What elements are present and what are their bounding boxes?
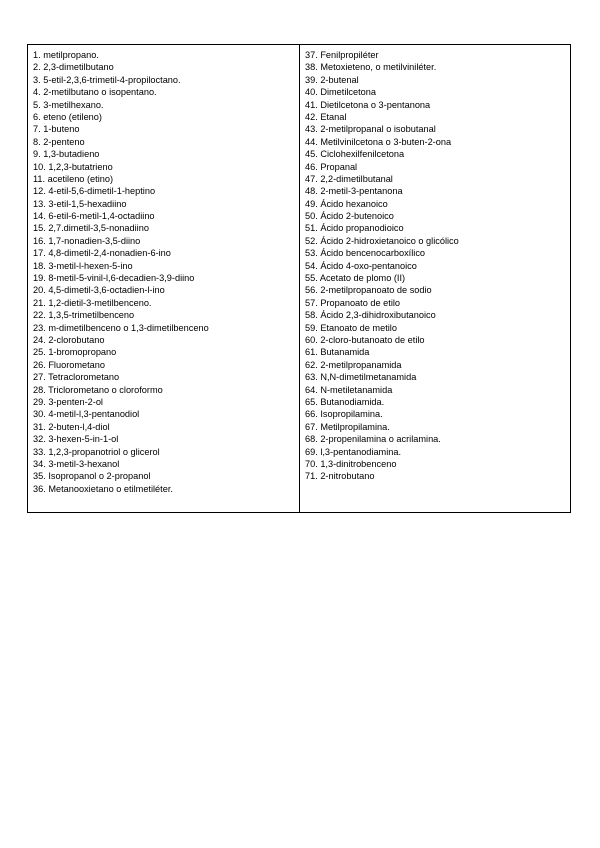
answer-item: 40. Dimetilcetona [305, 87, 376, 98]
answer-item: 41. Dietilcetona o 3-pentanona [305, 99, 431, 110]
answer-item: 44. Metilvinilcetona o 3-buten-2-ona [305, 136, 452, 147]
answer-item: 9. 1,3-butadieno [33, 149, 100, 160]
answers-table [27, 44, 571, 513]
answer-item: 48. 2-metil-3-pentanona [305, 186, 403, 197]
answer-item: 17. 4,8-dimetil-2,4-nonadien-6-ino [33, 248, 171, 259]
answer-item: 11. acetileno (etino) [33, 173, 114, 184]
answer-item: 59. Etanoato de metilo [305, 322, 397, 333]
answer-item: 30. 4-metil-l,3-pentanodiol [33, 409, 140, 420]
answer-item: 37. Fenilpropiléter [305, 50, 379, 60]
answer-item: 63. N,N-dimetilmetanamida [305, 372, 417, 383]
answer-item: 8. 2-penteno [33, 136, 85, 147]
answer-item: 15. 2,7.dimetil-3,5-nonadiino [33, 223, 149, 234]
answer-item: 31. 2-buten-l,4-diol [33, 421, 110, 432]
answer-item: 54. Ácido 4-oxo-pentanoico [305, 260, 417, 271]
answer-item: 71. 2-nitrobutano [305, 471, 375, 482]
answer-item: 55. Acetato de plomo (II) [305, 273, 406, 284]
answer-item: 62. 2-metilpropanamida [305, 359, 402, 370]
answer-item: 13. 3-etil-1,5-hexadiino [33, 198, 127, 209]
answer-item: 16. 1,7-nonadien-3,5-diino [33, 235, 141, 246]
answer-item: 34. 3-metil-3-hexanol [33, 458, 120, 469]
answers-left-column [28, 45, 300, 512]
answer-item: 58. Ácido 2,3-dihidroxibutanoico [305, 310, 436, 321]
answer-item: 56. 2-metilpropanoato de sodio [305, 285, 432, 296]
answer-item: 4. 2-metilbutano o isopentano. [33, 87, 157, 98]
answer-item: 50. Ácido 2-butenoico [305, 211, 394, 222]
answer-item: 70. 1,3-dinitrobenceno [305, 458, 397, 469]
answer-item: 2. 2,3-dimetilbutano [33, 62, 114, 73]
answer-item: 53. Ácido bencenocarboxílico [305, 248, 426, 259]
answer-item: 38. Metoxieteno, o metilviniléter. [305, 62, 437, 73]
answer-item: 43. 2-metilpropanal o isobutanal [305, 124, 436, 135]
answer-item: 66. Isopropilamina. [305, 409, 383, 420]
answer-item: 3. 5-etil-2,3,6-trimetil-4-propiloctano. [33, 74, 181, 85]
answer-item: 46. Propanal [305, 161, 358, 172]
answers-right-column [300, 45, 570, 512]
answer-item: 35. Isopropanol o 2-propanol [33, 471, 151, 482]
answer-item: 33. 1,2,3-propanotriol o glicerol [33, 446, 160, 457]
answer-item: 27. Tetraclorometano [33, 372, 120, 383]
answer-item: 25. 1-bromopropano [33, 347, 117, 358]
answer-item: 32. 3-hexen-5-in-1-ol [33, 434, 119, 445]
answer-item: 28. Triclorometano o cloroformo [33, 384, 163, 395]
answer-item: 69. l,3-pentanodiamina. [305, 446, 402, 457]
answer-item: 42. Etanal [305, 111, 347, 122]
answer-item: 60. 2-cloro-butanoato de etilo [305, 334, 425, 345]
answer-item: 68. 2-propenilamina o acrilamina. [305, 434, 441, 445]
answer-item: 18. 3-metil-l-hexen-5-ino [33, 260, 133, 271]
answer-item: 36. Metanooxietano o etilmetiléter. [33, 483, 173, 494]
answer-item: 6. eteno (etileno) [33, 111, 102, 122]
answer-item: 5. 3-metilhexano. [33, 99, 104, 110]
answer-item: 21. 1,2-dietil-3-metilbenceno. [33, 297, 152, 308]
answer-item: 67. Metilpropilamina. [305, 421, 390, 432]
answer-item: 61. Butanamida [305, 347, 370, 358]
answer-item: 52. Ácido 2-hidroxietanoico o glicólico [305, 235, 459, 246]
answer-item: 64. N-metiletanamida [305, 384, 393, 395]
answer-item: 47. 2,2-dimetilbutanal [305, 173, 393, 184]
answer-item: 20. 4,5-dimetil-3,6-octadien-l-ino [33, 285, 165, 296]
answer-item: 29. 3-penten-2-ol [33, 396, 103, 407]
answer-item: 12. 4-etil-5,6-dimetil-1-heptino [33, 186, 156, 197]
answer-item: 7. 1-buteno [33, 124, 80, 135]
answer-item: 23. m-dimetilbenceno o 1,3-dimetilbenceno [33, 322, 209, 333]
answer-item: 65. Butanodiamida. [305, 396, 385, 407]
answer-item: 26. Fluorometano [33, 359, 106, 370]
answer-item: 49. Ácido hexanoico [305, 198, 388, 209]
answer-item: 57. Propanoato de etilo [305, 297, 401, 308]
answer-item: 51. Ácido propanodioico [305, 223, 404, 234]
answer-item: 39. 2-butenal [305, 74, 359, 85]
answer-item: 14. 6-etil-6-metil-1,4-octadiino [33, 211, 155, 222]
answer-item: 10. 1,2,3-butatrieno [33, 161, 113, 172]
answer-item: 45. Ciclohexilfenilcetona [305, 149, 405, 160]
answer-item: 22. 1,3,5-trimetilbenceno [33, 310, 135, 321]
answer-item: 19. 8-metil-5-vinil-l,6-decadien-3,9-diino [33, 273, 195, 284]
answer-item: 24. 2-clorobutano [33, 334, 105, 345]
answer-item: 1. metilpropano. [33, 50, 99, 60]
